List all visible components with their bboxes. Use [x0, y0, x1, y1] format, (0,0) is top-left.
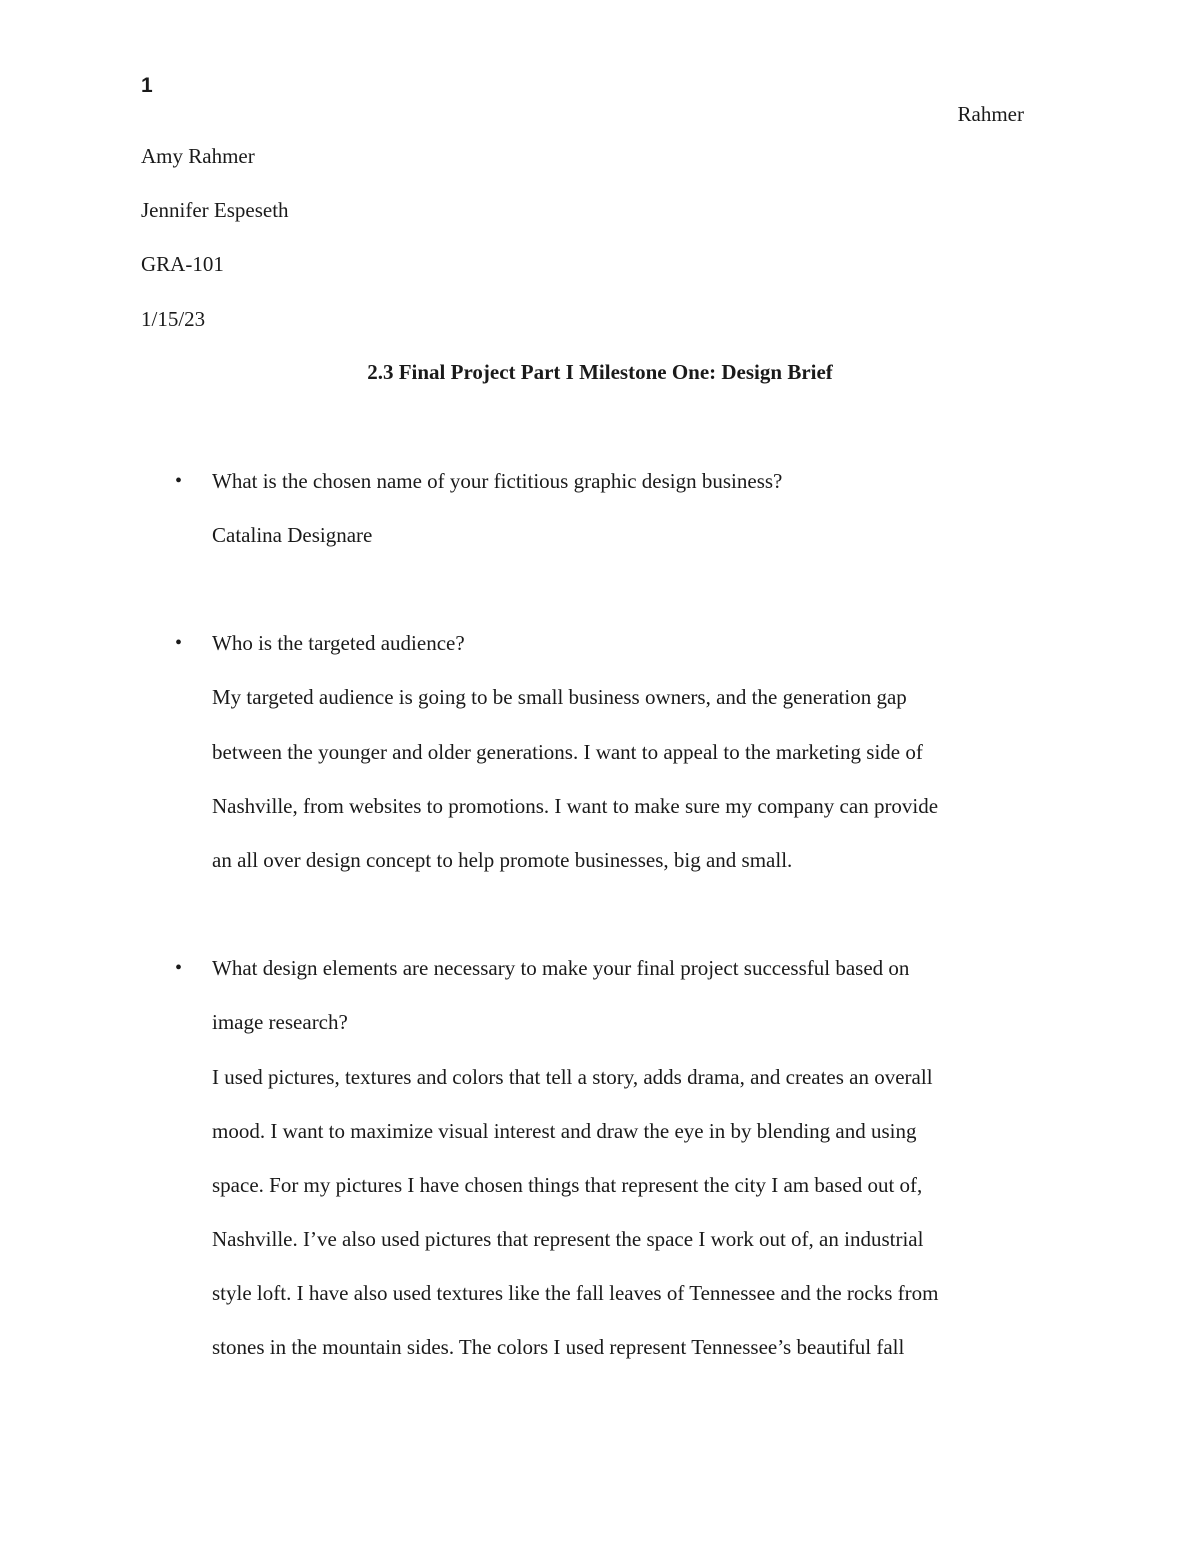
answer-text: between the younger and older generations. I want to appeal to the marketing side of: [212, 740, 923, 764]
answer-text: stones in the mountain sides. The colors I used represent Tennessee’s beautiful fall: [212, 1335, 905, 1359]
running-head: Rahmer: [957, 102, 1024, 126]
question-text: image research?: [212, 1010, 348, 1034]
course-code: GRA-101: [141, 252, 224, 276]
question-text: What is the chosen name of your fictitious graphic design business?: [212, 469, 783, 493]
document-date: 1/15/23: [141, 307, 206, 331]
bullet: •: [175, 632, 183, 654]
question-text: Who is the targeted audience?: [212, 631, 465, 655]
question-text: What design elements are necessary to make your final project successful based on: [212, 956, 910, 980]
answer-text: style loft. I have also used textures like the fall leaves of Tennessee and the rocks from: [212, 1281, 939, 1305]
answer-text: My targeted audience is going to be small business owners, and the generation gap: [212, 685, 907, 709]
instructor-name: Jennifer Espeseth: [141, 198, 289, 222]
answer-text: space. For my pictures I have chosen things that represent the city I am based out of,: [212, 1173, 923, 1197]
answer-text: Nashville, from websites to promotions. I want to make sure my company can provide: [212, 794, 939, 818]
answer-text: an all over design concept to help promote businesses, big and small.: [212, 848, 793, 872]
student-name: Amy Rahmer: [141, 144, 255, 168]
page-number: 1: [141, 74, 153, 97]
answer-text: Nashville. I’ve also used pictures that represent the space I work out of, an industrial: [212, 1227, 924, 1251]
document-title: 2.3 Final Project Part I Milestone One: Design Brief: [367, 360, 833, 384]
answer-text: Catalina Designare: [212, 523, 373, 547]
bullet: •: [175, 957, 183, 979]
bullet: •: [175, 470, 183, 492]
answer-text: I used pictures, textures and colors that tell a story, adds drama, and creates an overall: [212, 1065, 933, 1089]
answer-text: mood. I want to maximize visual interest and draw the eye in by blending and using: [212, 1119, 917, 1143]
